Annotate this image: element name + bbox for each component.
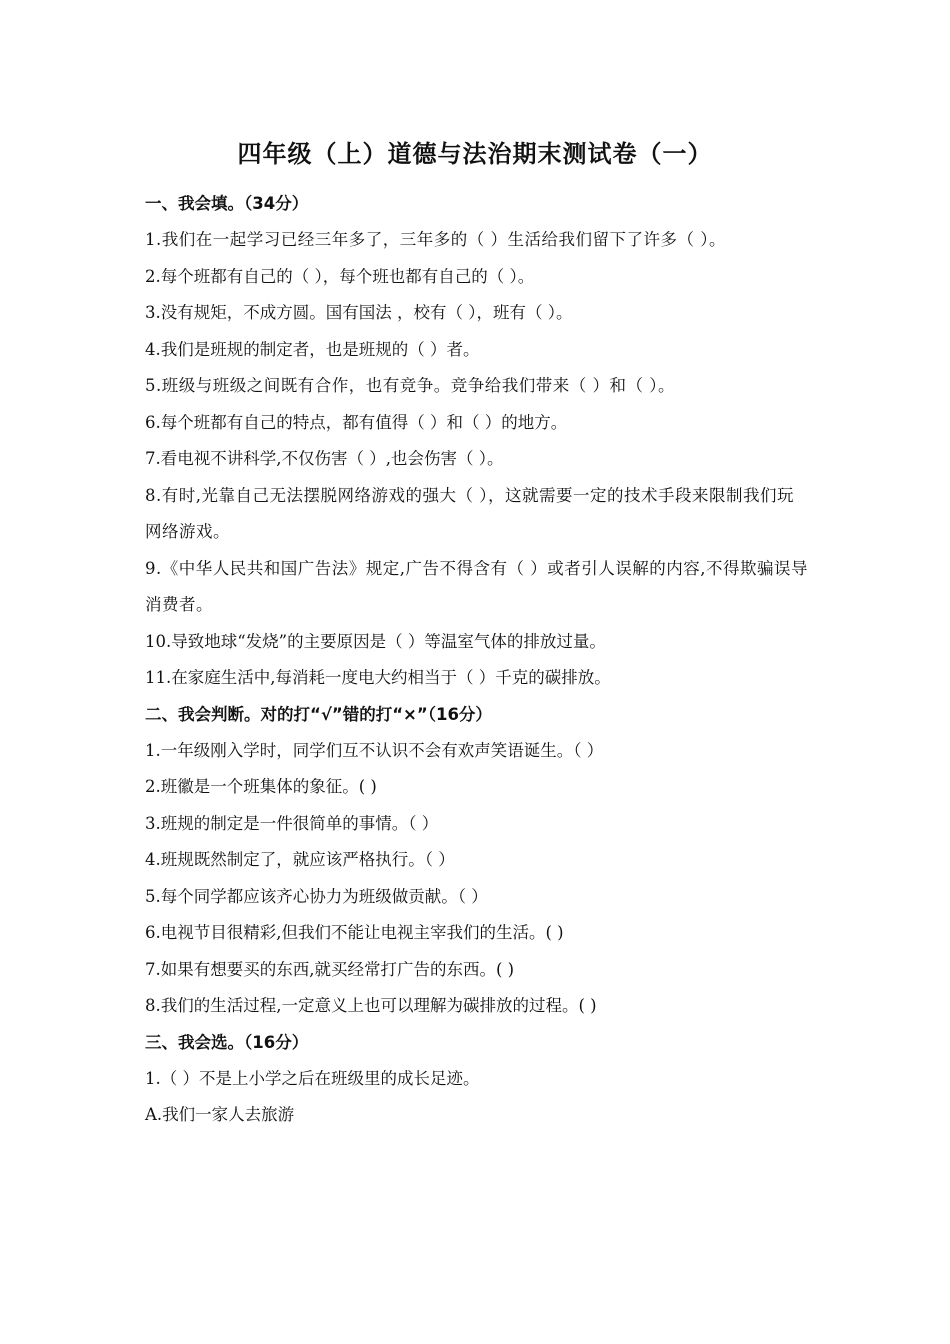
judge-question-7: 7.如果有想要买的东西,就买经常打广告的东西。( ) <box>145 959 515 979</box>
fill-question-7: 7.看电视不讲科学,不仅伤害（ ）,也会伤害（ ）。 <box>145 449 504 468</box>
judge-question-5: 5.每个同学都应该齐心协力为班级做贡献。（ ） <box>145 886 488 906</box>
fill-question-4: 4.我们是班规的制定者，也是班规的（ ）者。 <box>145 339 480 359</box>
judge-question-1: 1.一年级刚入学时，同学们互不认识不会有欢声笑语诞生。（ ） <box>145 740 604 760</box>
fill-question-6: 6.每个班都有自己的特点，都有值得（ ）和（ ）的地方。 <box>145 412 568 432</box>
choice-option-a: A.我们一家人去旅游 <box>145 1105 295 1124</box>
fill-question-3: 3.没有规矩，不成方圆。国有国法 ，校有（ ），班有（ ）。 <box>145 303 573 322</box>
fill-question-1: 1.我们在一起学习已经三年多了，三年多的（ ）生活给我们留下了许多（ ）。 <box>145 230 726 249</box>
page-title: 四年级（上）道德与法治期末测试卷（一） <box>237 140 713 168</box>
fill-question-5: 5.班级与班级之间既有合作，也有竞争。竞争给我们带来（ ）和（ ）。 <box>145 376 675 395</box>
fill-question-11: 11.在家庭生活中,每消耗一度电大约相当于（ ）千克的碳排放。 <box>145 668 611 687</box>
section-heading-judge: 二、我会判断。对的打“√”错的打“×”（16分） <box>145 704 492 724</box>
judge-question-2: 2.班徽是一个班集体的象征。( ) <box>145 777 377 796</box>
fill-question-2: 2.每个班都有自己的（ ），每个班也都有自己的（ ）。 <box>145 266 535 286</box>
judge-question-8: 8.我们的生活过程,一定意义上也可以理解为碳排放的过程。( ) <box>145 996 597 1015</box>
judge-question-6: 6.电视节目很精彩,但我们不能让电视主宰我们的生活。( ) <box>145 923 564 942</box>
choice-question-1: 1.（ ）不是上小学之后在班级里的成长足迹。 <box>145 1068 480 1088</box>
judge-question-4: 4.班规既然制定了，就应该严格执行。（ ） <box>145 850 455 869</box>
section-heading-choice: 三、我会选。（16分） <box>145 1032 309 1052</box>
exam-content <box>145 186 810 1134</box>
section-heading-fill: 一、我会填。（34分） <box>145 194 309 213</box>
fill-question-10: 10.导致地球“发烧”的主要原因是（ ）等温室气体的排放过量。 <box>145 631 606 651</box>
fill-question-8: 8.有时,光靠自己无法摆脱网络游戏的强大（ ），这就需要一定的技术手段来限制我们玩网络游戏。 <box>145 485 794 541</box>
fill-question-9: 9.《中华人民共和国广告法》规定,广告不得含有（ ）或者引人误解的内容,不得欺骗误导消费者。 <box>145 558 808 614</box>
judge-question-3: 3.班规的制定是一件很简单的事情。（ ） <box>145 813 439 833</box>
